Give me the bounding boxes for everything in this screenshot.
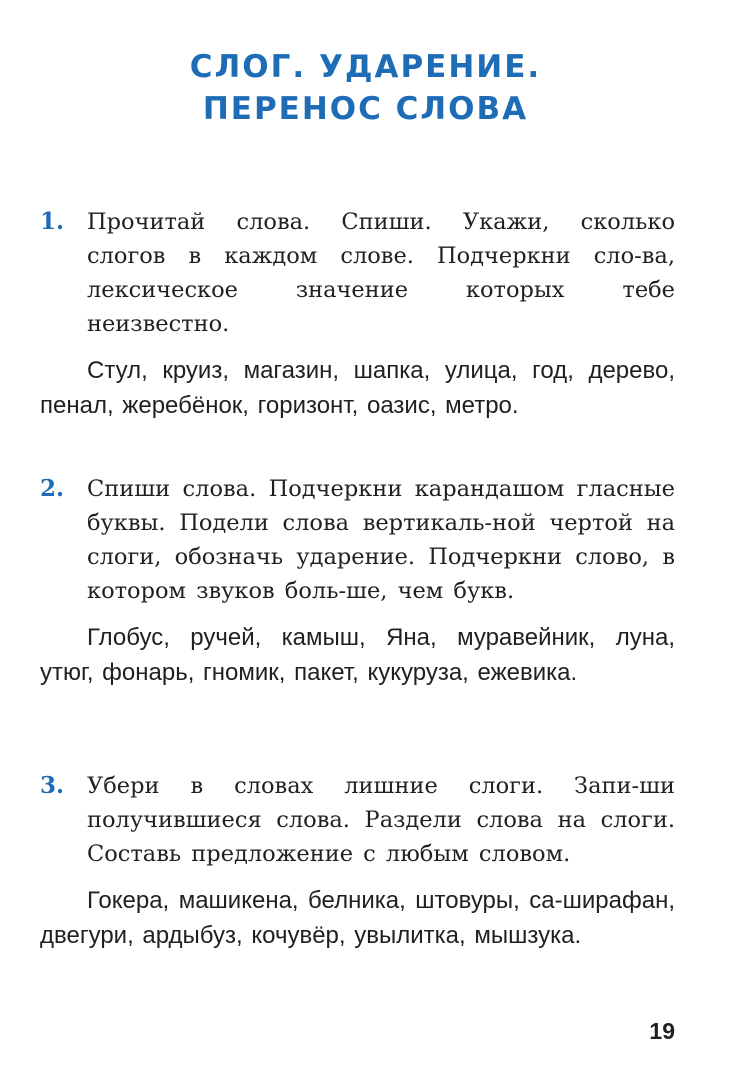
page-number: 19 [649, 1018, 675, 1044]
exercise-2-task [40, 472, 675, 608]
exercise-3-number: 3. [40, 772, 65, 799]
exercise-3 [40, 769, 675, 953]
title-line-2: ПЕРЕНОС СЛОВА [202, 91, 529, 127]
exercise-2-word-list: Глобус, ручей, камыш, Яна, муравейник, луна, утюг, фонарь, гномик, пакет, кукуруза, ежевика. [40, 624, 675, 686]
page-title [0, 46, 731, 130]
exercise-2-number: 2. [40, 475, 65, 502]
exercise-2-task-text: Спиши слова. Подчеркни карандашом гласные буквы. Подели слова вертикаль-ной чертой на слоги, обозначь ударение. Подчеркни слово, в котором звуков боль-ше, чем букв. [87, 476, 675, 604]
exercise-3-task-text: Убери в словах лишние слоги. Запи-ши получившиеся слова. Раздели слова на слоги. Составь предложение с любым словом. [87, 773, 675, 867]
title-line-1: СЛОГ. УДАРЕНИЕ. [189, 49, 542, 85]
exercise-2 [40, 472, 675, 690]
exercise-1-task [40, 205, 675, 341]
exercise-1 [40, 205, 675, 423]
exercise-1-number: 1. [40, 208, 65, 235]
exercise-3-word-list: Гокера, машикена, белника, штовуры, са-ширафан, двегури, ардыбуз, кочувёр, увылитка, мышзука. [40, 887, 675, 949]
exercise-3-task [40, 769, 675, 871]
exercise-1-word-list: Стул, круиз, магазин, шапка, улица, год, дерево, пенал, жеребёнок, горизонт, оазис, метро. [40, 357, 675, 419]
exercise-1-task-text: Прочитай слова. Спиши. Укажи, сколько слогов в каждом слове. Подчеркни сло-ва, лексическое значение которых тебе неизвестно. [87, 209, 675, 337]
